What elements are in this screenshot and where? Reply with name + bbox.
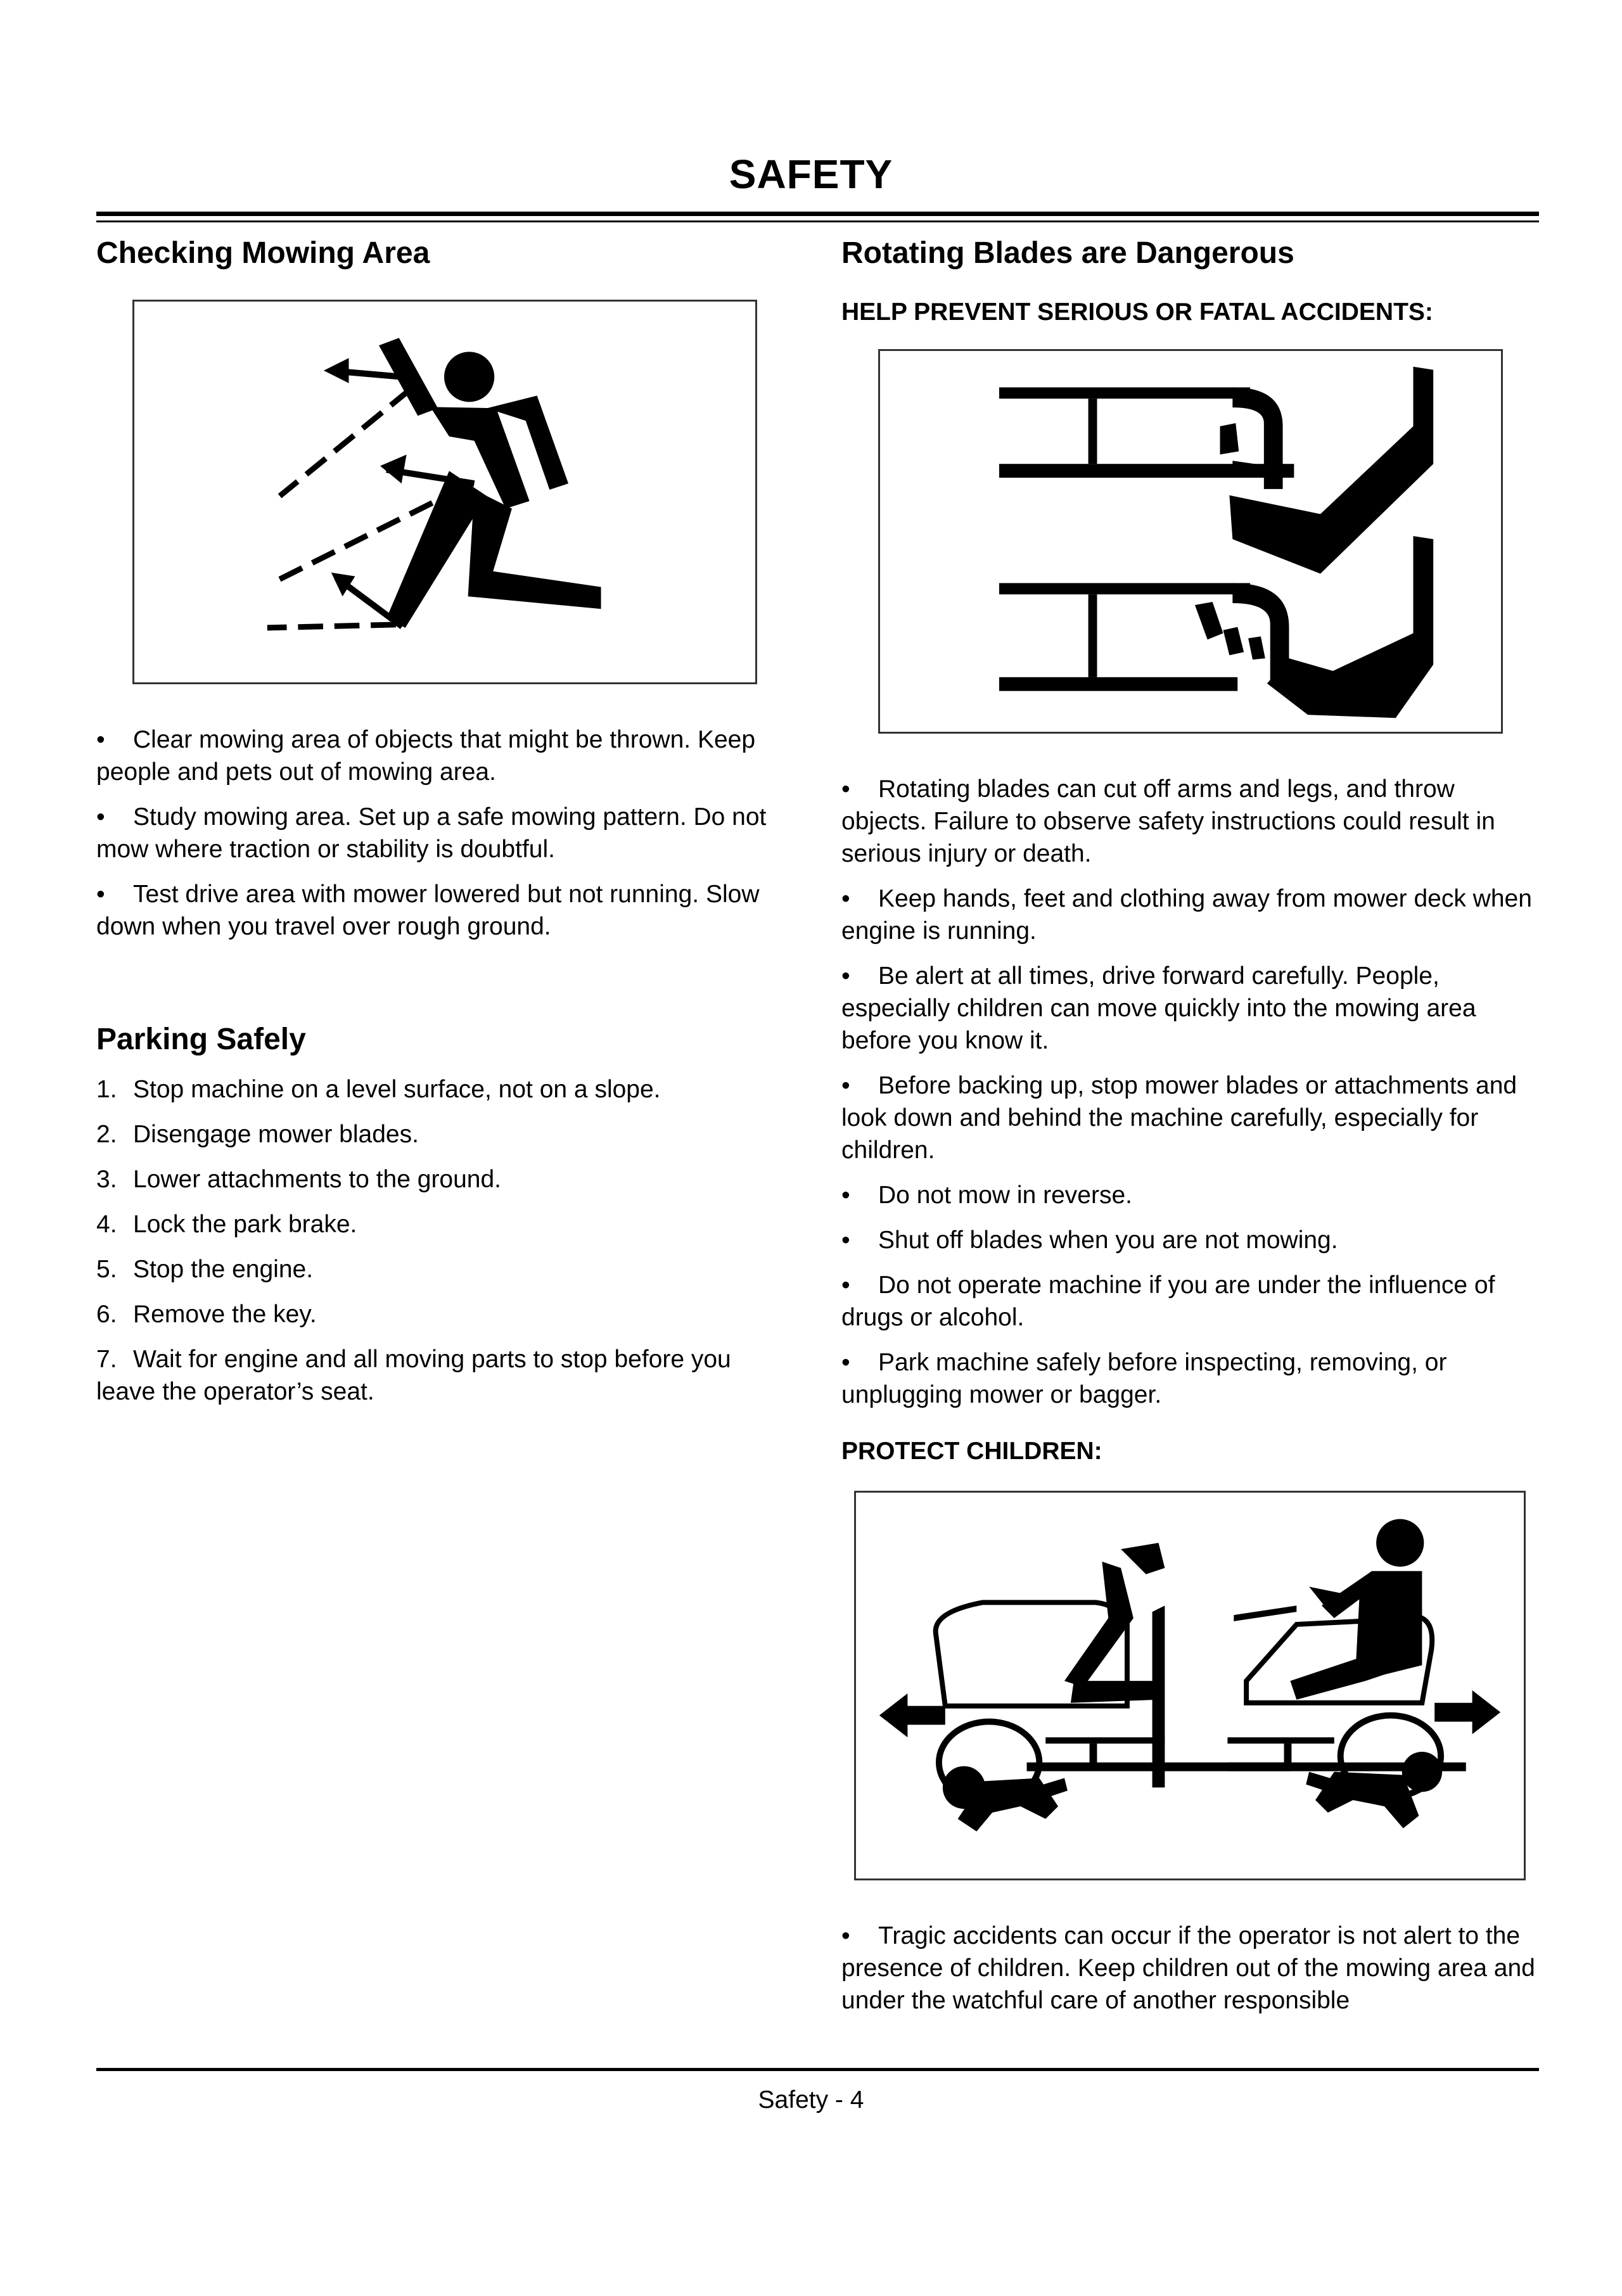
parking-step-1 [96, 1073, 781, 1106]
thrown-objects-pictogram [134, 302, 755, 682]
bullet-glyph: • [96, 803, 105, 831]
blades-bullet-7 [841, 1269, 1539, 1334]
step-number: 6. [96, 1301, 117, 1328]
children-bullet-1 [841, 1920, 1539, 2017]
step-text: Lock the park brake. [133, 1211, 357, 1238]
blades-bullet-text: Shut off blades when you are not mowing. [878, 1227, 1338, 1254]
blades-bullet-1 [841, 773, 1539, 870]
step-text: Wait for engine and all moving parts to stop before you leave the operator’s seat. [96, 1346, 731, 1405]
page-footer: Safety - 4 [758, 2086, 864, 2114]
blades-bullet-text: Do not mow in reverse. [878, 1182, 1132, 1209]
blade-hazard-pictogram [880, 351, 1501, 732]
blades-bullet-5 [841, 1179, 1539, 1211]
bullet-glyph: • [96, 881, 105, 908]
bullet-glyph: • [96, 726, 105, 753]
bullet-glyph: • [841, 1227, 850, 1254]
blades-bullet-text: Park machine safely before inspecting, removing, or unplugging mower or bagger. [841, 1349, 1447, 1408]
title-rule-thin [96, 220, 1539, 222]
step-text: Remove the key. [133, 1301, 317, 1328]
protect-children-figure [854, 1491, 1526, 1880]
parking-step-2 [96, 1118, 781, 1151]
bullet-glyph: • [841, 962, 850, 990]
bullet-glyph: • [841, 1349, 850, 1376]
step-text: Lower attachments to the ground. [133, 1166, 502, 1193]
bullet-glyph: • [841, 1272, 850, 1299]
blades-bullet-text: Rotating blades can cut off arms and legs, and throw objects. Failure to observe safety instructions could result in serious injury or death. [841, 775, 1495, 867]
parking-step-5 [96, 1253, 781, 1285]
step-text: Stop the engine. [133, 1256, 314, 1283]
checking-bullet-3 [96, 878, 781, 943]
blades-bullet-3 [841, 960, 1539, 1057]
blades-bullet-text: Do not operate machine if you are under the influence of drugs or alcohol. [841, 1272, 1495, 1331]
blades-bullet-text: Be alert at all times, drive forward carefully. People, especially children can move quickly into the mowing area before you know it. [841, 962, 1476, 1054]
bullet-glyph: • [841, 1182, 850, 1209]
step-number: 3. [96, 1166, 117, 1193]
right-column [841, 231, 1539, 2017]
step-text: Disengage mower blades. [133, 1121, 419, 1148]
step-text: Stop machine on a level surface, not on a slope. [133, 1076, 661, 1103]
step-number: 2. [96, 1121, 117, 1148]
checking-bullet-text: Study mowing area. Set up a safe mowing pattern. Do not mow where traction or stability is doubtful. [96, 803, 767, 863]
step-number: 1. [96, 1076, 117, 1103]
bullet-glyph: • [841, 885, 850, 912]
protect-children-pictogram [856, 1493, 1524, 1878]
title-rule-thick [96, 212, 1539, 216]
parking-step-3 [96, 1163, 781, 1196]
blades-bullet-text: Before backing up, stop mower blades or attachments and look down and behind the machine carefully, especially for children. [841, 1072, 1517, 1164]
subheading-protect-children: PROTECT CHILDREN: [841, 1438, 1102, 1465]
parking-step-4 [96, 1208, 781, 1240]
subheading-help-prevent: HELP PREVENT SERIOUS OR FATAL ACCIDENTS: [841, 298, 1433, 326]
blades-bullet-4 [841, 1069, 1539, 1166]
section-heading-rotating-blades: Rotating Blades are Dangerous [841, 236, 1294, 270]
blades-bullet-8 [841, 1346, 1539, 1411]
page-title: SAFETY [729, 151, 893, 197]
checking-bullet-1 [96, 724, 781, 788]
checking-bullet-2 [96, 801, 781, 865]
parking-step-6 [96, 1298, 781, 1330]
bullet-glyph: • [841, 775, 850, 803]
bullet-glyph: • [841, 1072, 850, 1099]
thrown-objects-figure [132, 300, 757, 684]
blades-bullet-6 [841, 1224, 1539, 1256]
checking-bullet-text: Test drive area with mower lowered but not running. Slow down when you travel over rough ground. [96, 881, 760, 940]
children-bullet-text: Tragic accidents can occur if the operator is not alert to the presence of children. Keep children out of the mowing area and under the watchful care of another responsible [841, 1922, 1535, 2014]
step-number: 5. [96, 1256, 117, 1283]
blade-hazard-figure [878, 349, 1503, 734]
left-column [96, 231, 781, 1408]
section-heading-parking-safely: Parking Safely [96, 1023, 306, 1056]
step-number: 7. [96, 1346, 117, 1373]
blades-bullet-2 [841, 883, 1539, 947]
step-number: 4. [96, 1211, 117, 1238]
footer-rule [96, 2068, 1539, 2071]
parking-step-7 [96, 1343, 781, 1408]
checking-bullet-text: Clear mowing area of objects that might be thrown. Keep people and pets out of mowing area. [96, 726, 756, 786]
section-heading-checking-mowing-area: Checking Mowing Area [96, 236, 430, 270]
bullet-glyph: • [841, 1922, 850, 1949]
blades-bullet-text: Keep hands, feet and clothing away from mower deck when engine is running. [841, 885, 1532, 945]
